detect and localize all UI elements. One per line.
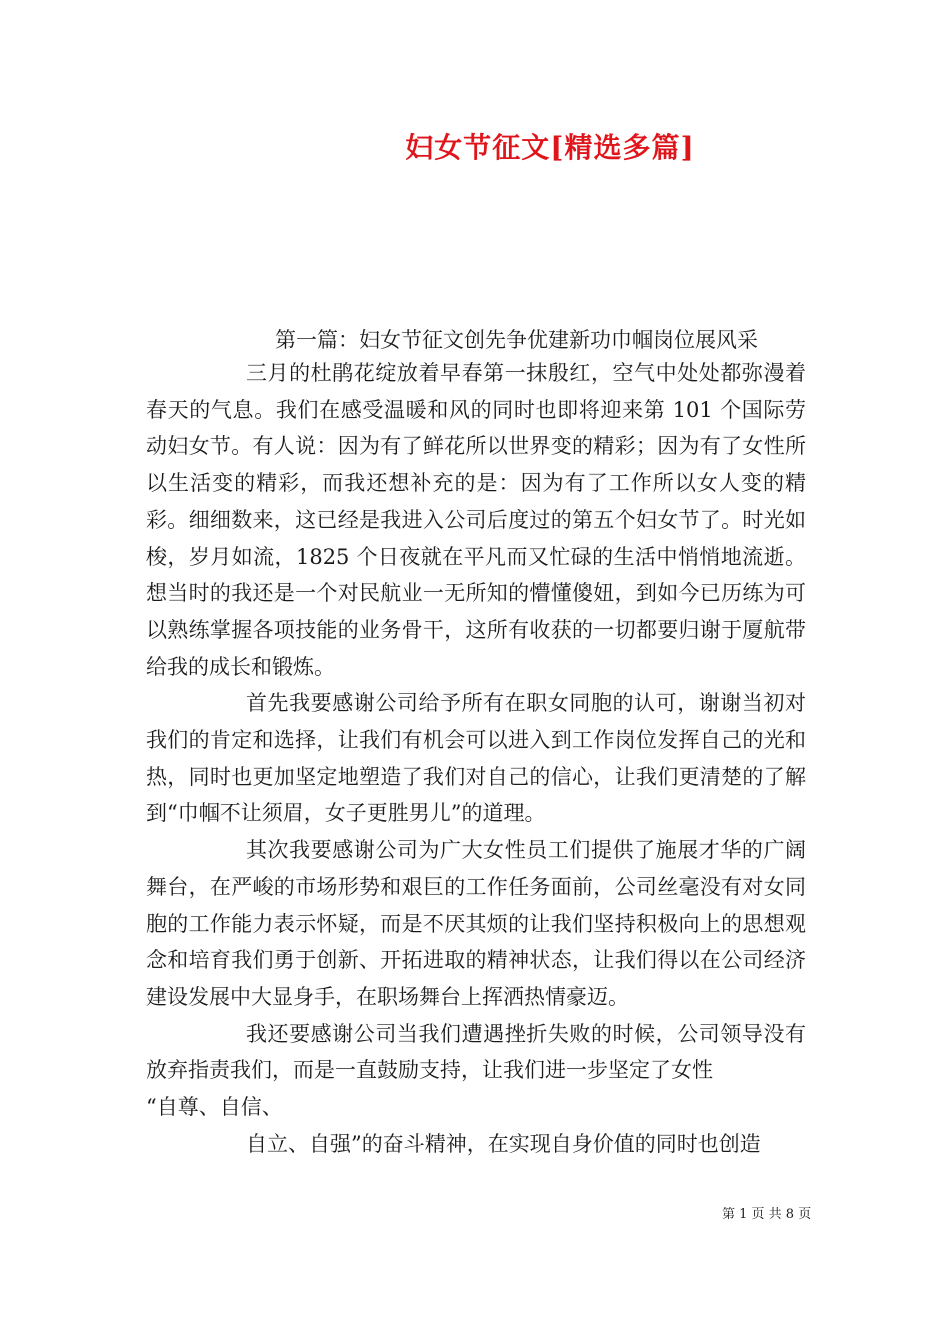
document-title: 妇女节征文[精选多篇] [405, 131, 695, 164]
paragraph-4: 我还要感谢公司当我们遭遇挫折失败的时候，公司领导没有放弃指责我们，而是一直鼓励支持，让我们进一步坚定了女性 [146, 1021, 806, 1083]
paragraph-3: 其次我要感谢公司为广大女性员工们提供了施展才华的广阔舞台，在严峻的市场形势和艰巨的工作任务面前，公司丝毫没有对女同胞的工作能力表示怀疑，而是不厌其烦的让我们坚持积极向上的思想观念和培育我们勇于创新、开拓进取的精神状态，让我们得以在公司经济建设发展中大显身手，在职场舞台上挥洒热情豪迈。 [146, 838, 806, 1009]
paragraph-2: 首先我要感谢公司给予所有在职女同胞的认可，谢谢当初对我们的肯定和选择，让我们有机会可以进入到工作岗位发挥自己的光和热，同时也更加坚定地塑造了我们对自己的信心，让我们更清楚的了解到“巾帼不让须眉，女子更胜男儿”的道理。 [146, 691, 806, 826]
paragraph-5: “自尊、自信、 [146, 1095, 283, 1120]
paragraph-6: 自立、自强”的奋斗精神，在实现自身价值的同时也创造 [246, 1131, 761, 1156]
document-body [146, 355, 806, 1162]
section-heading: 第一篇：妇女节征文创先争优建新功巾帼岗位展风采 [275, 328, 758, 352]
page-indicator: 第 1 页 共 8 页 [722, 1207, 812, 1222]
paragraph-1: 三月的杜鹃花绽放着早春第一抹殷红，空气中处处都弥漫着春天的气息。我们在感受温暖和风的同时也即将迎来第 101 个国际劳动妇女节。有人说：因为有了鲜花所以世界变的精彩；因为有了女性所以生活变的精彩，而我还想补充的是：因为有了工作所以女人变的精彩。细细数来，这已经是我进入公司后度过的第五个妇女节了。时光如梭，岁月如流，1825 个日夜就在平凡而又忙碌的生活中悄悄地流逝。想当时的我还是一个对民航业一无所知的懵懂傻妞，到如今已历练为可以熟练掌握各项技能的业务骨干，这所有收获的一切都要归谢于厦航带给我的成长和锻炼。 [146, 361, 806, 679]
